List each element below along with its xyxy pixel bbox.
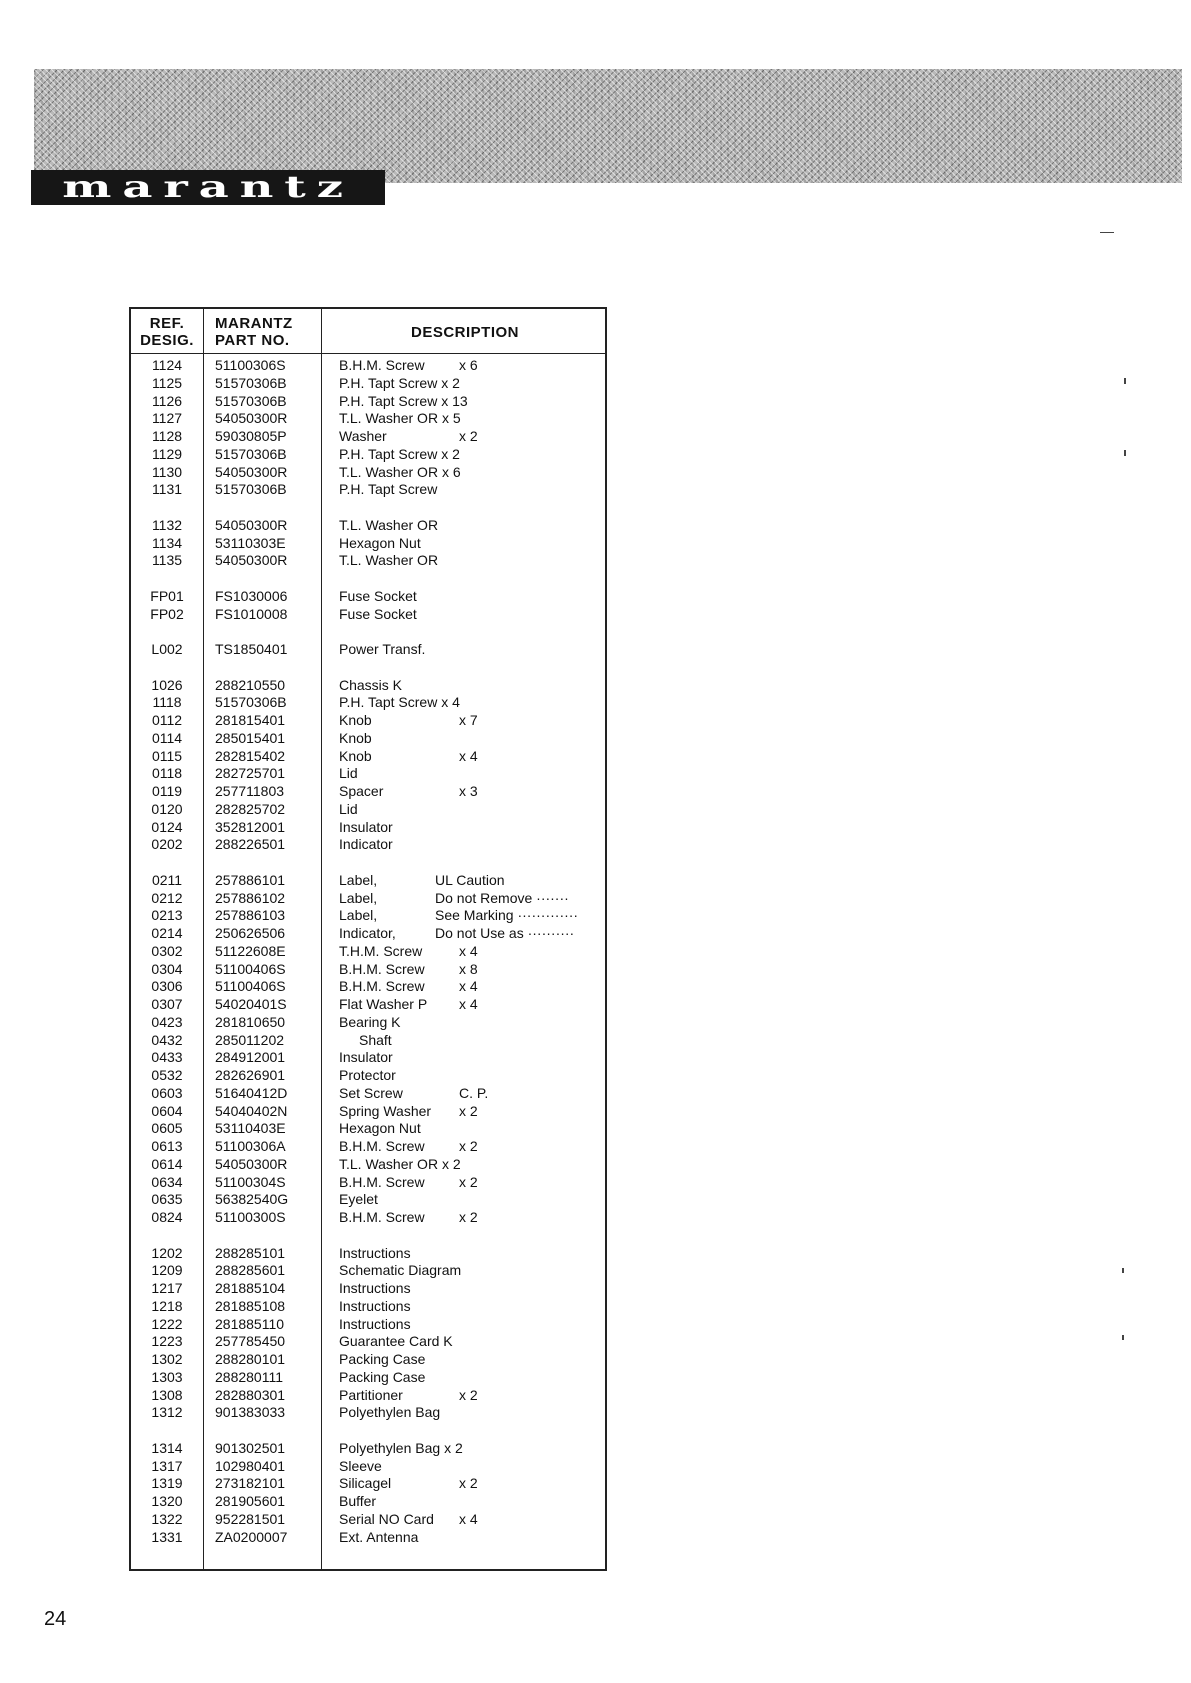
description-cell: Label, <box>339 871 378 888</box>
page-number: 24 <box>44 1608 67 1630</box>
table-row <box>131 1458 605 1476</box>
table-row <box>131 1262 605 1280</box>
ref-desig-cell: 0307 <box>151 996 183 1012</box>
table-row <box>131 1120 605 1138</box>
description-cell: Ext. Antenna <box>339 1528 419 1545</box>
table-row <box>131 712 605 730</box>
part-no-cell: 273182101 <box>215 1475 286 1492</box>
part-no-cell: 250626506 <box>215 925 286 941</box>
description-cell: Packing Case <box>339 1368 426 1385</box>
table-row <box>131 517 605 535</box>
ref-desig-cell: 1134 <box>151 534 183 551</box>
part-no-cell: 257711803 <box>215 783 285 799</box>
description-cell: Flat Washer P <box>339 996 428 1012</box>
table-row <box>131 1316 605 1334</box>
row-spacer <box>131 570 605 588</box>
description-cell: Polyethylen Bag x 2 <box>339 1439 463 1456</box>
quantity-cell: x 2 <box>459 428 478 444</box>
note-cell: UL Caution <box>435 871 505 888</box>
description-cell: Spacer <box>339 783 384 799</box>
marantz-logo <box>31 170 385 205</box>
description-cell: B.H.M. Screw <box>339 978 425 995</box>
description-cell: T.L. Washer OR <box>339 516 439 533</box>
quantity-cell: x 3 <box>459 783 478 799</box>
table-row <box>131 1049 605 1067</box>
ref-desig-cell: 1129 <box>151 445 183 462</box>
description-cell: Label, <box>339 889 378 906</box>
description-cell: Knob <box>339 729 372 746</box>
table-row <box>131 1369 605 1387</box>
row-spacer <box>131 659 605 677</box>
scan-speck <box>1124 450 1126 456</box>
description-cell: Chassis K <box>339 676 403 693</box>
table-row <box>131 1032 605 1050</box>
quantity-cell: x 4 <box>459 978 478 995</box>
description-cell: Hexagon Nut <box>339 534 421 551</box>
part-no-cell: 51570306B <box>215 392 287 409</box>
part-no-cell: 56382540G <box>215 1191 289 1208</box>
header-halftone-banner <box>34 69 1182 183</box>
description-cell: Set Screw <box>339 1084 403 1101</box>
part-no-cell: 281815401 <box>215 712 286 728</box>
part-no-cell: ZA0200007 <box>215 1528 288 1545</box>
row-spacer <box>131 499 605 517</box>
table-row <box>131 1333 605 1351</box>
quantity-cell: x 4 <box>459 996 478 1012</box>
part-no-cell: 54050300R <box>215 463 288 480</box>
description-cell: Packing Case <box>339 1351 426 1367</box>
ref-desig-cell: 0532 <box>151 1067 183 1083</box>
note-cell: Do not Remove ······· <box>435 889 569 906</box>
table-row <box>131 1245 605 1263</box>
description-cell: Hexagon Nut <box>339 1120 421 1137</box>
description-cell: B.H.M. Screw <box>339 357 425 373</box>
ref-desig-cell: 1118 <box>152 694 182 711</box>
part-no-cell: 352812001 <box>215 818 286 835</box>
quantity-cell: x 2 <box>459 1475 478 1492</box>
ref-desig-cell: 1223 <box>151 1333 183 1350</box>
table-row <box>131 1440 605 1458</box>
ref-desig-cell: 0124 <box>151 818 183 835</box>
description-cell: Insulator <box>339 818 393 835</box>
header-description: DESCRIPTION <box>410 324 519 341</box>
table-row <box>131 961 605 979</box>
row-spacer <box>131 1227 605 1245</box>
ref-desig-cell: 1125 <box>151 374 183 391</box>
ref-desig-cell: 1222 <box>151 1315 183 1332</box>
ref-desig-cell: 1314 <box>151 1439 183 1456</box>
ref-desig-cell: 1209 <box>151 1262 183 1279</box>
ref-desig-cell: 0423 <box>151 1013 183 1030</box>
description-cell: Lid <box>339 800 358 817</box>
part-no-cell: 282626901 <box>215 1067 286 1083</box>
part-no-cell: 282815402 <box>215 747 286 764</box>
ref-desig-cell: 0613 <box>151 1138 183 1154</box>
part-no-cell: FS1030006 <box>215 587 288 604</box>
ref-desig-cell: 0604 <box>151 1102 183 1119</box>
ref-desig-cell: FP01 <box>150 587 184 604</box>
description-cell: Knob <box>339 747 372 764</box>
part-no-cell: 51100306A <box>215 1138 286 1154</box>
ref-desig-cell: 1312 <box>151 1404 183 1421</box>
quantity-cell: x 2 <box>459 1138 478 1154</box>
row-spacer <box>131 1422 605 1440</box>
quantity-cell: x 8 <box>459 960 478 977</box>
description-cell: Polyethylen Bag <box>339 1404 441 1421</box>
ref-desig-cell: 0433 <box>151 1049 183 1066</box>
quantity-cell: x 6 <box>459 357 478 373</box>
description-cell: Bearing K <box>339 1013 401 1030</box>
ref-desig-cell: 0214 <box>151 925 183 941</box>
description-cell: Indicator <box>339 836 393 853</box>
logo-text: marantz <box>62 169 354 205</box>
part-no-cell: FS1010008 <box>215 605 288 622</box>
ref-desig-cell: 0432 <box>151 1031 183 1048</box>
description-cell: Buffer <box>339 1493 377 1509</box>
table-row <box>131 641 605 659</box>
row-spacer <box>131 623 605 641</box>
table-row <box>131 748 605 766</box>
table-row <box>131 694 605 712</box>
part-no-cell: 102980401 <box>215 1457 286 1474</box>
description-cell: T.L. Washer OR <box>339 552 439 569</box>
description-cell: B.H.M. Screw <box>339 1173 425 1190</box>
table-row <box>131 925 605 943</box>
ref-desig-cell: 0211 <box>151 871 183 888</box>
description-cell: Instructions <box>339 1280 411 1296</box>
table-row <box>131 1351 605 1369</box>
table-row <box>131 819 605 837</box>
table-row <box>131 1191 605 1209</box>
part-no-cell: 54040402N <box>215 1102 288 1119</box>
part-no-cell: 51570306B <box>215 481 287 498</box>
quantity-cell: x 2 <box>459 1386 478 1403</box>
table-row <box>131 1209 605 1227</box>
note-cell: See Marking ············· <box>435 907 579 924</box>
description-cell: T.L. Washer OR x 2 <box>339 1155 461 1172</box>
table-row <box>131 357 605 375</box>
ref-desig-cell: 0114 <box>151 729 183 746</box>
table-row <box>131 1511 605 1529</box>
description-cell: T.L. Washer OR x 6 <box>339 463 461 480</box>
ref-desig-cell: 0302 <box>151 942 183 959</box>
part-no-cell: 285015401 <box>215 729 286 746</box>
part-no-cell: 51640412D <box>215 1084 288 1101</box>
part-no-cell: 281885108 <box>215 1297 286 1314</box>
part-no-cell: 51122608E <box>215 942 286 959</box>
scan-speck <box>1122 1335 1124 1340</box>
ref-desig-cell: 1331 <box>151 1528 183 1545</box>
ref-desig-cell: 0304 <box>151 960 183 977</box>
table-row <box>131 1174 605 1192</box>
part-no-cell: 288280111 <box>215 1368 283 1385</box>
ref-desig-cell: 1302 <box>151 1351 183 1367</box>
description-cell: P.H. Tapt Screw x 13 <box>339 392 468 409</box>
description-cell: Sleeve <box>339 1457 382 1474</box>
description-cell: Label, <box>339 907 378 924</box>
ref-desig-cell: 0212 <box>151 889 183 906</box>
table-row <box>131 1280 605 1298</box>
header-ref-line1: REF. <box>149 315 185 332</box>
quantity-cell: C. P. <box>459 1084 489 1101</box>
description-cell: B.H.M. Screw <box>339 960 425 977</box>
ref-desig-cell: 1308 <box>151 1386 183 1403</box>
part-no-cell: 51100304S <box>215 1173 286 1190</box>
description-cell: Guarantee Card K <box>339 1333 453 1350</box>
description-cell: Eyelet <box>339 1191 378 1208</box>
ref-desig-cell: 0120 <box>151 800 183 817</box>
quantity-cell: x 2 <box>459 1209 478 1225</box>
description-cell: Indicator, <box>339 925 396 941</box>
description-cell: Insulator <box>339 1049 393 1066</box>
part-no-cell: 59030805P <box>215 428 287 444</box>
description-cell: B.H.M. Screw <box>339 1209 425 1225</box>
part-no-cell: 51570306B <box>215 445 287 462</box>
description-cell: Washer <box>339 428 387 444</box>
table-row <box>131 481 605 499</box>
table-row <box>131 393 605 411</box>
quantity-cell: x 7 <box>459 712 478 728</box>
table-row <box>131 765 605 783</box>
quantity-cell: x 2 <box>459 1102 478 1119</box>
part-no-cell: 257785450 <box>215 1333 286 1350</box>
part-no-cell: 54050300R <box>215 1155 288 1172</box>
ref-desig-cell: 1320 <box>151 1493 183 1509</box>
description-cell: P.H. Tapt Screw <box>339 481 438 498</box>
part-no-cell: 54020401S <box>215 996 287 1012</box>
part-no-cell: 51570306B <box>215 694 287 711</box>
part-no-cell: 288280101 <box>215 1351 286 1367</box>
description-cell: Instructions <box>339 1315 411 1332</box>
parts-list-table <box>129 307 607 1571</box>
part-no-cell: 285011202 <box>215 1031 285 1048</box>
table-row <box>131 943 605 961</box>
table-row <box>131 1529 605 1547</box>
description-cell: Power Transf. <box>339 641 426 657</box>
part-no-cell: 257886102 <box>215 889 286 906</box>
ref-desig-cell: 1128 <box>151 428 183 444</box>
scan-speck <box>1100 232 1114 233</box>
part-no-cell: 54050300R <box>215 516 288 533</box>
header-part-no <box>215 315 315 349</box>
description-cell: Schematic Diagram <box>339 1262 462 1279</box>
part-no-cell: 288285601 <box>215 1262 286 1279</box>
part-no-cell: 281810650 <box>215 1013 286 1030</box>
table-row <box>131 1298 605 1316</box>
table-row <box>131 446 605 464</box>
ref-desig-cell: 1317 <box>151 1457 183 1474</box>
header-part-line1: MARANTZ <box>215 315 293 332</box>
ref-desig-cell: 0213 <box>151 907 183 924</box>
ref-desig-cell: 0824 <box>151 1209 183 1225</box>
table-row <box>131 1404 605 1422</box>
table-row <box>131 907 605 925</box>
part-no-cell: 282725701 <box>215 765 286 782</box>
description-cell: T.H.M. Screw <box>339 942 423 959</box>
table-row <box>131 1156 605 1174</box>
description-cell: Partitioner <box>339 1386 403 1403</box>
description-cell: Instructions <box>339 1297 411 1314</box>
part-no-cell: 288210550 <box>215 676 286 693</box>
part-no-cell: 281885104 <box>215 1280 286 1296</box>
description-cell: Fuse Socket <box>339 587 417 604</box>
header-ref-line2: DESIG. <box>140 332 194 349</box>
ref-desig-cell: 1303 <box>151 1368 183 1385</box>
ref-desig-cell: 0306 <box>151 978 183 995</box>
table-row <box>131 730 605 748</box>
ref-desig-cell: 1218 <box>151 1297 183 1314</box>
ref-desig-cell: 1126 <box>151 392 183 409</box>
ref-desig-cell: 0112 <box>151 712 183 728</box>
ref-desig-cell: 1131 <box>151 481 183 498</box>
table-row <box>131 1067 605 1085</box>
ref-desig-cell: L002 <box>151 641 183 657</box>
ref-desig-cell: 0614 <box>151 1155 183 1172</box>
table-row <box>131 890 605 908</box>
description-cell: Instructions <box>339 1244 411 1261</box>
table-row <box>131 1138 605 1156</box>
description-cell: Shaft <box>359 1031 392 1048</box>
table-row <box>131 783 605 801</box>
part-no-cell: 952281501 <box>215 1510 286 1527</box>
part-no-cell: 51570306B <box>215 374 287 391</box>
description-cell: Protector <box>339 1067 396 1083</box>
ref-desig-cell: 1026 <box>151 676 183 693</box>
ref-desig-cell: 1132 <box>151 516 183 533</box>
quantity-cell: x 4 <box>459 747 478 764</box>
table-row <box>131 410 605 428</box>
part-no-cell: 282825702 <box>215 800 286 817</box>
description-cell: P.H. Tapt Screw x 2 <box>339 374 460 391</box>
table-row <box>131 375 605 393</box>
ref-desig-cell: 0635 <box>151 1191 183 1208</box>
description-cell: Spring Washer <box>339 1102 432 1119</box>
ref-desig-cell: 0605 <box>151 1120 183 1137</box>
ref-desig-cell: 1124 <box>151 357 183 373</box>
description-cell: Lid <box>339 765 358 782</box>
table-row <box>131 464 605 482</box>
table-row <box>131 535 605 553</box>
description-cell: P.H. Tapt Screw x 4 <box>339 694 460 711</box>
ref-desig-cell: 1202 <box>151 1244 183 1261</box>
ref-desig-cell: 0118 <box>151 765 183 782</box>
ref-desig-cell: 0115 <box>151 747 183 764</box>
description-cell: Silicagel <box>339 1475 392 1492</box>
quantity-cell: x 2 <box>459 1173 478 1190</box>
table-row <box>131 1493 605 1511</box>
scan-speck <box>1124 378 1126 384</box>
table-row <box>131 872 605 890</box>
table-row <box>131 996 605 1014</box>
table-row <box>131 606 605 624</box>
part-no-cell: TS1850401 <box>215 641 288 657</box>
part-no-cell: 54050300R <box>215 410 288 427</box>
table-row <box>131 1475 605 1493</box>
table-row <box>131 836 605 854</box>
table-row <box>131 1085 605 1103</box>
part-no-cell: 257886103 <box>215 907 286 924</box>
part-no-cell: 901383033 <box>215 1404 286 1421</box>
ref-desig-cell: 1130 <box>151 463 183 480</box>
table-row <box>131 1103 605 1121</box>
part-no-cell: 288285101 <box>215 1244 286 1261</box>
part-no-cell: 51100306S <box>215 357 286 373</box>
note-cell: Do not Use as ·········· <box>435 925 575 941</box>
ref-desig-cell: 0603 <box>151 1084 183 1101</box>
row-spacer <box>131 854 605 872</box>
description-cell: Knob <box>339 712 372 728</box>
ref-desig-cell: 0634 <box>151 1173 183 1190</box>
table-row <box>131 428 605 446</box>
ref-desig-cell: 1319 <box>151 1475 183 1492</box>
part-no-cell: 53110303E <box>215 534 286 551</box>
ref-desig-cell: 1322 <box>151 1510 183 1527</box>
part-no-cell: 284912001 <box>215 1049 286 1066</box>
scan-speck <box>1122 1268 1124 1273</box>
table-row <box>131 552 605 570</box>
table-row <box>131 677 605 695</box>
table-row <box>131 978 605 996</box>
part-no-cell: 281885110 <box>215 1315 285 1332</box>
description-cell: B.H.M. Screw <box>339 1138 425 1154</box>
header-divider <box>131 353 605 354</box>
table-body <box>131 357 605 1546</box>
part-no-cell: 281905601 <box>215 1493 286 1509</box>
ref-desig-cell: 1127 <box>151 410 183 427</box>
part-no-cell: 51100406S <box>215 978 286 995</box>
description-cell: Serial NO Card <box>339 1510 434 1527</box>
header-part-line2: PART NO. <box>215 332 290 349</box>
part-no-cell: 51100406S <box>215 960 286 977</box>
table-row <box>131 801 605 819</box>
description-cell: P.H. Tapt Screw x 2 <box>339 445 460 462</box>
ref-desig-cell: 0202 <box>151 836 183 853</box>
part-no-cell: 51100300S <box>215 1209 286 1225</box>
description-cell: Fuse Socket <box>339 605 417 622</box>
ref-desig-cell: 1135 <box>151 552 183 569</box>
ref-desig-cell: FP02 <box>150 605 184 622</box>
part-no-cell: 53110403E <box>215 1120 286 1137</box>
part-no-cell: 282880301 <box>215 1386 286 1403</box>
table-row <box>131 588 605 606</box>
ref-desig-cell: 1217 <box>151 1280 183 1296</box>
table-row <box>131 1014 605 1032</box>
table-row <box>131 1387 605 1405</box>
description-cell: T.L. Washer OR x 5 <box>339 410 461 427</box>
part-no-cell: 54050300R <box>215 552 288 569</box>
quantity-cell: x 4 <box>459 942 478 959</box>
part-no-cell: 257886101 <box>215 871 286 888</box>
part-no-cell: 288226501 <box>215 836 286 853</box>
ref-desig-cell: 0119 <box>151 783 183 799</box>
quantity-cell: x 4 <box>459 1510 478 1527</box>
header-ref-desig <box>131 315 203 349</box>
part-no-cell: 901302501 <box>215 1439 286 1456</box>
